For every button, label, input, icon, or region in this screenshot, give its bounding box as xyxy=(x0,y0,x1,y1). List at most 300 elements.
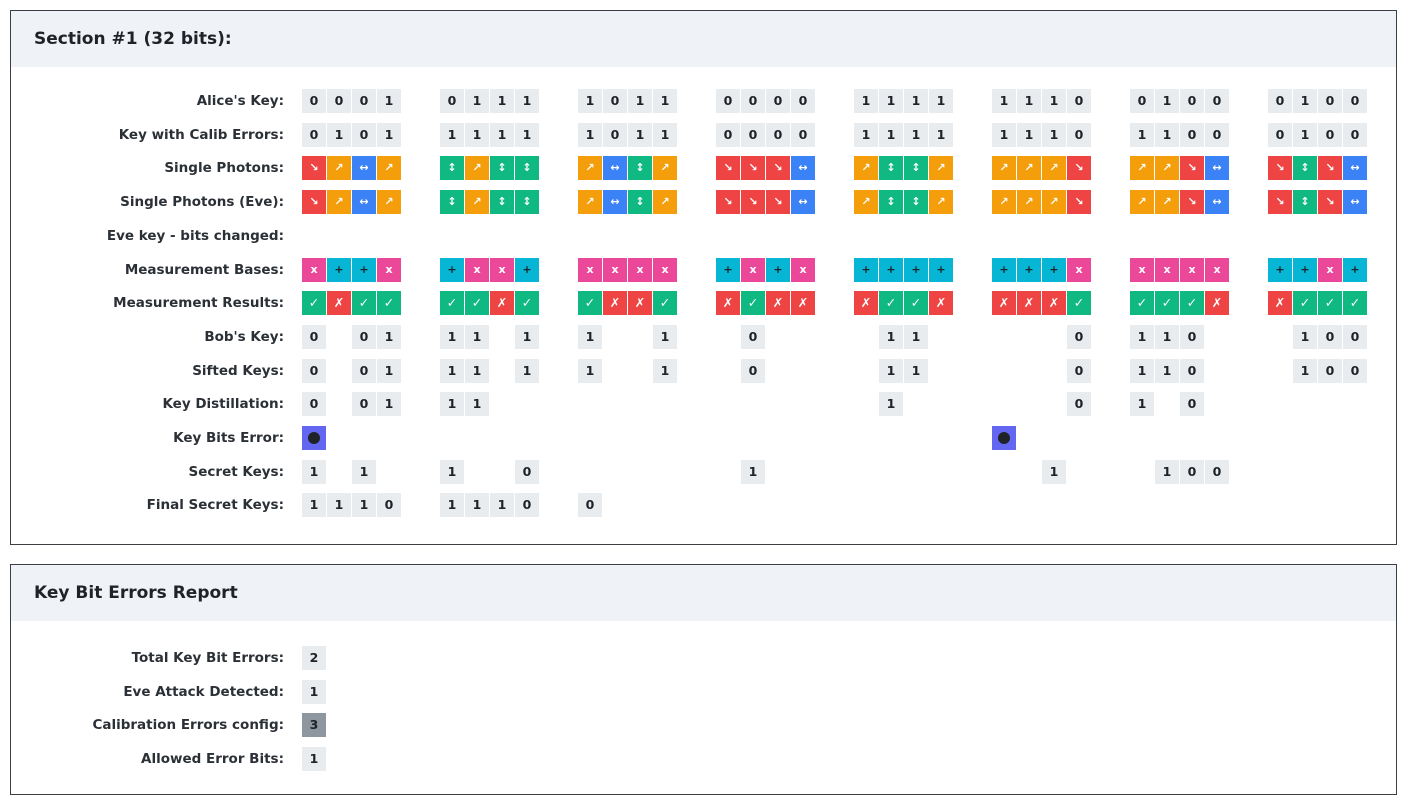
empty-cell xyxy=(603,325,627,349)
empty-cell xyxy=(578,392,602,416)
row-label: Single Photons (Eve): xyxy=(120,194,284,211)
report-value: 1 xyxy=(302,747,326,771)
report-row xyxy=(11,680,1396,704)
photon-cell: ↗ xyxy=(653,156,677,180)
empty-cell xyxy=(1017,426,1041,450)
bit-cell: 1 xyxy=(879,325,903,349)
photon-cell: ↕ xyxy=(628,156,652,180)
report-panel xyxy=(10,564,1397,795)
bit-cell: 1 xyxy=(302,493,326,517)
basis-cell: + xyxy=(1268,258,1292,282)
empty-cell xyxy=(716,359,740,383)
bit-cell: 0 xyxy=(302,359,326,383)
empty-cell xyxy=(1318,392,1342,416)
basis-cell: x xyxy=(465,258,489,282)
basis-cell: x xyxy=(578,258,602,282)
empty-cell xyxy=(879,460,903,484)
empty-cell xyxy=(716,493,740,517)
photon-cell: ↔ xyxy=(791,156,815,180)
report-header xyxy=(11,565,1396,621)
bit-cell: 1 xyxy=(352,493,376,517)
bit-cell: 1 xyxy=(327,123,351,147)
result-cell: ✓ xyxy=(377,291,401,315)
empty-cell xyxy=(1343,426,1367,450)
empty-cell xyxy=(716,392,740,416)
report-label: Total Key Bit Errors: xyxy=(131,650,284,666)
empty-cell xyxy=(653,493,677,517)
report-label: Eve Attack Detected: xyxy=(123,683,284,700)
photon-cell: ↗ xyxy=(578,190,602,214)
bit-cell: 0 xyxy=(1268,123,1292,147)
photon-cell: ↕ xyxy=(628,190,652,214)
error-marker xyxy=(992,426,1016,450)
empty-cell xyxy=(854,460,878,484)
empty-cell xyxy=(1017,359,1041,383)
bit-cell: 0 xyxy=(716,89,740,113)
empty-cell xyxy=(1130,426,1154,450)
photon-cell: ↕ xyxy=(879,156,903,180)
bit-cell: 1 xyxy=(377,325,401,349)
empty-cell xyxy=(1343,493,1367,517)
bit-cell: 1 xyxy=(302,460,326,484)
bit-cell: 1 xyxy=(578,325,602,349)
bit-cell: 1 xyxy=(1042,460,1066,484)
result-cell: ✗ xyxy=(929,291,953,315)
basis-cell: x xyxy=(741,258,765,282)
photon-cell: ↕ xyxy=(490,156,514,180)
empty-cell xyxy=(854,493,878,517)
empty-cell xyxy=(929,426,953,450)
result-cell: ✓ xyxy=(440,291,464,315)
photon-cell: ↔ xyxy=(1343,190,1367,214)
bit-cell: 1 xyxy=(628,89,652,113)
empty-cell xyxy=(628,460,652,484)
bit-cell: 1 xyxy=(653,123,677,147)
empty-cell xyxy=(1205,392,1229,416)
empty-cell xyxy=(716,426,740,450)
bit-cell: 1 xyxy=(904,359,928,383)
empty-cell xyxy=(1017,325,1041,349)
result-cell: ✗ xyxy=(1268,291,1292,315)
bit-cell: 0 xyxy=(1343,325,1367,349)
photon-cell: ↘ xyxy=(1180,190,1204,214)
bit-cell: 1 xyxy=(929,123,953,147)
photon-cell: ↕ xyxy=(440,156,464,180)
empty-cell xyxy=(716,460,740,484)
result-cell: ✗ xyxy=(716,291,740,315)
empty-cell xyxy=(377,426,401,450)
bit-cell: 1 xyxy=(490,89,514,113)
empty-cell xyxy=(1205,493,1229,517)
basis-cell: x xyxy=(490,258,514,282)
row-label: Measurement Results: xyxy=(113,295,284,312)
basis-cell: x xyxy=(1205,258,1229,282)
result-cell: ✓ xyxy=(302,291,326,315)
photon-cell: ↗ xyxy=(377,190,401,214)
error-dot-icon xyxy=(308,432,320,444)
empty-cell xyxy=(1155,392,1179,416)
empty-cell xyxy=(879,493,903,517)
result-cell: ✓ xyxy=(653,291,677,315)
basis-cell: + xyxy=(992,258,1016,282)
bit-cell: 0 xyxy=(1180,460,1204,484)
empty-cell xyxy=(352,426,376,450)
empty-cell xyxy=(653,392,677,416)
bit-cell: 0 xyxy=(302,123,326,147)
basis-cell: x xyxy=(377,258,401,282)
photon-cell: ↗ xyxy=(327,190,351,214)
result-cell: ✓ xyxy=(465,291,489,315)
bit-cell: 0 xyxy=(1318,123,1342,147)
bit-cell: 1 xyxy=(440,493,464,517)
photon-cell: ↘ xyxy=(766,190,790,214)
empty-cell xyxy=(929,359,953,383)
photon-cell: ↘ xyxy=(741,190,765,214)
photon-cell: ↗ xyxy=(465,190,489,214)
empty-cell xyxy=(327,460,351,484)
basis-cell: + xyxy=(1042,258,1066,282)
empty-cell xyxy=(992,392,1016,416)
bit-cell: 0 xyxy=(1318,325,1342,349)
bit-cell: 1 xyxy=(904,123,928,147)
photon-cell: ↘ xyxy=(1180,156,1204,180)
bit-cell: 0 xyxy=(1067,123,1091,147)
empty-cell xyxy=(603,359,627,383)
bit-cell: 0 xyxy=(302,325,326,349)
bit-cell: 0 xyxy=(1067,325,1091,349)
empty-cell xyxy=(603,460,627,484)
empty-cell xyxy=(741,426,765,450)
bit-cell: 1 xyxy=(465,392,489,416)
result-cell: ✓ xyxy=(1293,291,1317,315)
result-cell: ✗ xyxy=(327,291,351,315)
basis-cell: + xyxy=(929,258,953,282)
empty-cell xyxy=(1067,493,1091,517)
basis-cell: x xyxy=(1067,258,1091,282)
empty-cell xyxy=(1130,460,1154,484)
bit-cell: 1 xyxy=(440,392,464,416)
result-cell: ✓ xyxy=(904,291,928,315)
bit-cell: 1 xyxy=(578,89,602,113)
bit-cell: 1 xyxy=(377,89,401,113)
photon-cell: ↘ xyxy=(1318,156,1342,180)
result-cell: ✓ xyxy=(578,291,602,315)
photon-cell: ↕ xyxy=(440,190,464,214)
bit-cell: 1 xyxy=(490,123,514,147)
bit-cell: 0 xyxy=(1205,460,1229,484)
empty-cell xyxy=(929,493,953,517)
report-row xyxy=(11,646,1396,670)
empty-cell xyxy=(1067,460,1091,484)
basis-cell: + xyxy=(1293,258,1317,282)
empty-cell xyxy=(1268,325,1292,349)
empty-cell xyxy=(904,493,928,517)
bit-cell: 0 xyxy=(1180,325,1204,349)
bit-cell: 0 xyxy=(603,123,627,147)
result-cell: ✗ xyxy=(1205,291,1229,315)
row-label: Eve key - bits changed: xyxy=(106,227,284,244)
result-cell: ✓ xyxy=(352,291,376,315)
result-cell: ✗ xyxy=(628,291,652,315)
basis-cell: x xyxy=(653,258,677,282)
bit-cell: 1 xyxy=(440,359,464,383)
empty-cell xyxy=(628,392,652,416)
photon-cell: ↘ xyxy=(1268,190,1292,214)
bit-cell: 0 xyxy=(352,123,376,147)
empty-cell xyxy=(791,392,815,416)
empty-cell xyxy=(465,426,489,450)
photon-cell: ↕ xyxy=(515,190,539,214)
report-row xyxy=(11,713,1396,737)
bit-cell: 1 xyxy=(377,392,401,416)
bit-cell: 1 xyxy=(854,89,878,113)
basis-cell: x xyxy=(1130,258,1154,282)
bit-cell: 1 xyxy=(1042,123,1066,147)
empty-cell xyxy=(1042,325,1066,349)
empty-cell xyxy=(603,392,627,416)
bit-cell: 1 xyxy=(515,89,539,113)
bit-cell: 0 xyxy=(1318,359,1342,383)
bit-cell: 0 xyxy=(1205,123,1229,147)
empty-cell xyxy=(1268,392,1292,416)
photon-cell: ↔ xyxy=(1205,156,1229,180)
bit-cell: 0 xyxy=(741,89,765,113)
empty-cell xyxy=(628,359,652,383)
bit-cell: 0 xyxy=(1318,89,1342,113)
photon-cell: ↘ xyxy=(302,156,326,180)
bit-cell: 1 xyxy=(440,123,464,147)
photon-cell: ↔ xyxy=(1343,156,1367,180)
photon-cell: ↕ xyxy=(904,156,928,180)
photon-cell: ↗ xyxy=(1042,156,1066,180)
bit-cell: 1 xyxy=(465,89,489,113)
bit-cell: 0 xyxy=(327,89,351,113)
empty-cell xyxy=(766,359,790,383)
result-cell: ✗ xyxy=(992,291,1016,315)
empty-cell xyxy=(1042,359,1066,383)
empty-cell xyxy=(879,426,903,450)
bit-cell: 0 xyxy=(1180,392,1204,416)
section-row xyxy=(11,190,1396,214)
row-label: Bob's Key: xyxy=(204,328,284,345)
empty-cell xyxy=(653,426,677,450)
bit-cell: 1 xyxy=(1155,325,1179,349)
empty-cell xyxy=(1042,493,1066,517)
basis-cell: + xyxy=(879,258,903,282)
result-cell: ✗ xyxy=(1042,291,1066,315)
empty-cell xyxy=(854,426,878,450)
section-row xyxy=(11,493,1396,517)
empty-cell xyxy=(327,359,351,383)
empty-cell xyxy=(515,392,539,416)
empty-cell xyxy=(741,392,765,416)
row-label: Key Bits Error: xyxy=(173,430,284,446)
empty-cell xyxy=(904,460,928,484)
empty-cell xyxy=(992,460,1016,484)
photon-cell: ↕ xyxy=(515,156,539,180)
section-row xyxy=(11,123,1396,147)
photon-cell: ↘ xyxy=(716,190,740,214)
result-cell: ✗ xyxy=(791,291,815,315)
bit-cell: 0 xyxy=(1343,89,1367,113)
bit-cell: 1 xyxy=(1017,89,1041,113)
empty-cell xyxy=(327,392,351,416)
bit-cell: 1 xyxy=(1130,359,1154,383)
photon-cell: ↗ xyxy=(1042,190,1066,214)
photon-cell: ↘ xyxy=(766,156,790,180)
empty-cell xyxy=(490,325,514,349)
basis-cell: + xyxy=(352,258,376,282)
row-label: Alice's Key: xyxy=(196,93,284,109)
bit-cell: 1 xyxy=(1155,359,1179,383)
bit-cell: 1 xyxy=(465,359,489,383)
bit-cell: 1 xyxy=(1293,359,1317,383)
row-label: Secret Keys: xyxy=(188,463,284,480)
photon-cell: ↔ xyxy=(352,156,376,180)
empty-cell xyxy=(490,426,514,450)
result-cell: ✓ xyxy=(1155,291,1179,315)
bit-cell: 1 xyxy=(377,359,401,383)
empty-cell xyxy=(1205,359,1229,383)
basis-cell: + xyxy=(716,258,740,282)
result-cell: ✓ xyxy=(879,291,903,315)
empty-cell xyxy=(1155,426,1179,450)
error-marker xyxy=(302,426,326,450)
bit-cell: 0 xyxy=(1268,89,1292,113)
empty-cell xyxy=(1017,460,1041,484)
bit-cell: 1 xyxy=(1130,392,1154,416)
bit-cell: 1 xyxy=(929,89,953,113)
photon-cell: ↔ xyxy=(791,190,815,214)
photon-cell: ↘ xyxy=(302,190,326,214)
section-row xyxy=(11,258,1396,282)
bit-cell: 1 xyxy=(1155,89,1179,113)
photon-cell: ↗ xyxy=(929,190,953,214)
photon-cell: ↘ xyxy=(1067,156,1091,180)
photon-cell: ↗ xyxy=(854,190,878,214)
result-cell: ✗ xyxy=(766,291,790,315)
empty-cell xyxy=(1268,426,1292,450)
empty-cell xyxy=(1268,359,1292,383)
section-header xyxy=(11,11,1396,67)
error-dot-icon xyxy=(998,432,1010,444)
bit-cell: 0 xyxy=(741,359,765,383)
bit-cell: 1 xyxy=(741,460,765,484)
result-cell: ✗ xyxy=(1017,291,1041,315)
empty-cell xyxy=(929,392,953,416)
row-label: Single Photons: xyxy=(164,160,284,177)
bit-cell: 1 xyxy=(490,493,514,517)
result-cell: ✗ xyxy=(603,291,627,315)
result-cell: ✓ xyxy=(1067,291,1091,315)
bit-cell: 1 xyxy=(1130,123,1154,147)
empty-cell xyxy=(1318,493,1342,517)
bit-cell: 0 xyxy=(302,89,326,113)
report-row xyxy=(11,747,1396,771)
bit-cell: 1 xyxy=(904,325,928,349)
report-label: Calibration Errors config: xyxy=(92,717,284,734)
empty-cell xyxy=(440,426,464,450)
bit-cell: 0 xyxy=(352,89,376,113)
empty-cell xyxy=(1205,325,1229,349)
basis-cell: x xyxy=(1318,258,1342,282)
section-row xyxy=(11,460,1396,484)
bit-cell: 0 xyxy=(1205,89,1229,113)
empty-cell xyxy=(628,426,652,450)
empty-cell xyxy=(992,325,1016,349)
photon-cell: ↘ xyxy=(1268,156,1292,180)
empty-cell xyxy=(766,426,790,450)
bit-cell: 1 xyxy=(515,359,539,383)
section-row xyxy=(11,224,1396,248)
bit-cell: 1 xyxy=(992,123,1016,147)
basis-cell: + xyxy=(766,258,790,282)
empty-cell xyxy=(766,325,790,349)
photon-cell: ↕ xyxy=(879,190,903,214)
bit-cell: 1 xyxy=(653,325,677,349)
section-row xyxy=(11,392,1396,416)
bit-cell: 0 xyxy=(352,392,376,416)
empty-cell xyxy=(992,493,1016,517)
bit-cell: 1 xyxy=(628,123,652,147)
bit-cell: 0 xyxy=(791,123,815,147)
bit-cell: 0 xyxy=(741,123,765,147)
bit-cell: 1 xyxy=(465,493,489,517)
empty-cell xyxy=(854,392,878,416)
bit-cell: 0 xyxy=(791,89,815,113)
bit-cell: 0 xyxy=(1180,89,1204,113)
row-label: Key with Calib Errors: xyxy=(118,126,284,143)
empty-cell xyxy=(377,460,401,484)
photon-cell: ↘ xyxy=(716,156,740,180)
empty-cell xyxy=(490,460,514,484)
basis-cell: + xyxy=(904,258,928,282)
empty-cell xyxy=(854,359,878,383)
result-cell: ✓ xyxy=(1180,291,1204,315)
empty-cell xyxy=(578,460,602,484)
section-row xyxy=(11,426,1396,450)
empty-cell xyxy=(1130,493,1154,517)
empty-cell xyxy=(741,493,765,517)
photon-cell: ↔ xyxy=(603,190,627,214)
empty-cell xyxy=(766,493,790,517)
bit-cell: 0 xyxy=(515,493,539,517)
basis-cell: + xyxy=(1017,258,1041,282)
empty-cell xyxy=(490,359,514,383)
section-row xyxy=(11,325,1396,349)
photon-cell: ↗ xyxy=(578,156,602,180)
bit-cell: 1 xyxy=(992,89,1016,113)
photon-cell: ↕ xyxy=(1293,190,1317,214)
section-row xyxy=(11,359,1396,383)
photon-cell: ↕ xyxy=(490,190,514,214)
photon-cell: ↘ xyxy=(1318,190,1342,214)
empty-cell xyxy=(1293,493,1317,517)
report-value: 3 xyxy=(302,713,326,737)
empty-cell xyxy=(992,359,1016,383)
bit-cell: 1 xyxy=(440,460,464,484)
basis-cell: + xyxy=(440,258,464,282)
empty-cell xyxy=(628,493,652,517)
empty-cell xyxy=(716,325,740,349)
basis-cell: x xyxy=(628,258,652,282)
section-row xyxy=(11,156,1396,180)
result-cell: ✓ xyxy=(515,291,539,315)
empty-cell xyxy=(929,460,953,484)
photon-cell: ↕ xyxy=(904,190,928,214)
bit-cell: 1 xyxy=(1155,460,1179,484)
bit-cell: 1 xyxy=(1130,325,1154,349)
